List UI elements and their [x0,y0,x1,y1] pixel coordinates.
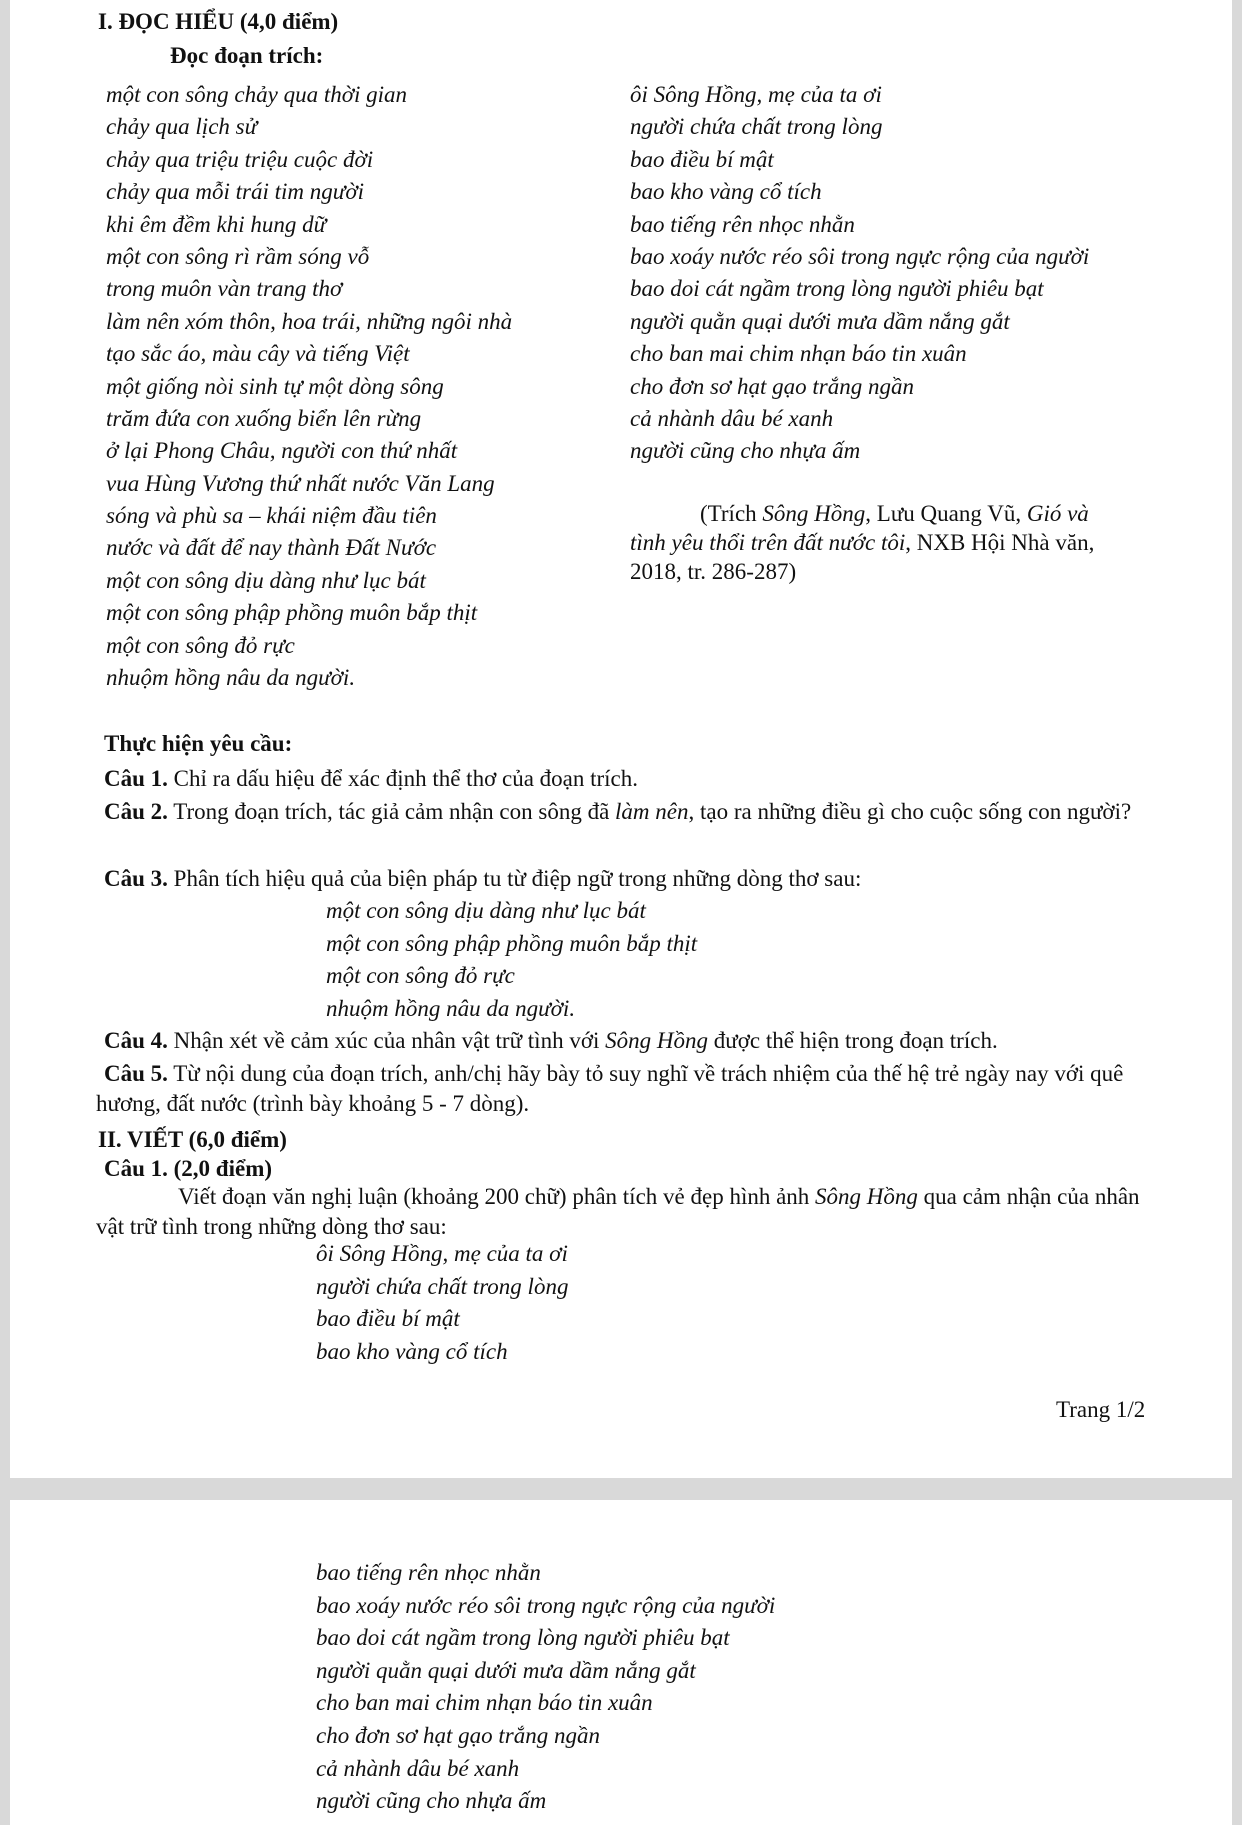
poem-line: chảy qua triệu triệu cuộc đời [106,146,374,172]
poem-line: người chứa chất trong lòng [630,114,883,140]
question-text: Phân tích hiệu quả của biện pháp tu từ điệp ngữ trong những dòng thơ sau: [167,866,862,891]
poem-line: cả nhành dâu bé xanh [630,405,834,431]
prompt-emphasis: Sông Hồng [815,1184,918,1209]
citation-line-2 [630,527,1094,559]
tasks-heading: Thực hiện yêu cầu: [104,731,293,756]
question-5 [96,1059,1156,1119]
writing-question-1-heading: Câu 1. (2,0 điểm) [104,1156,273,1181]
citation-poem-title: Sông Hồng [762,501,866,526]
poem-line: tạo sắc áo, màu cây và tiếng Việt [106,341,410,367]
writing-stanza [316,1238,568,1368]
citation-prefix: (Trích [700,501,763,526]
poem-line: bao doi cát ngầm trong lòng người phiêu bạt [316,1625,730,1651]
prompt-text: Viết đoạn văn nghị luận (khoảng 200 chữ) phân tích vẻ đẹp hình ảnh [178,1184,816,1209]
question-text: Trong đoạn trích, tác giả cảm nhận con sông đã [167,799,616,824]
poem-line: bao tiếng rên nhọc nhằn [316,1560,541,1585]
question-label: Câu 4. [104,1028,168,1053]
poem-line: trong muôn vàn trang thơ [106,276,343,302]
poem-line: làm nên xóm thôn, hoa trái, những ngôi nhà [106,308,513,334]
poem-line: sóng và phù sa – khái niệm đầu tiên [106,503,437,529]
poem-line: bao tiếng rên nhọc nhằn [630,211,855,237]
poem-line: một con sông dịu dàng như lục bát [326,898,646,923]
poem-line: bao kho vàng cổ tích [316,1338,508,1364]
exam-page-1 [10,0,1232,1478]
poem-line: bao doi cát ngầm trong lòng người phiêu bạt [630,276,1044,302]
question-text: Nhận xét về cảm xúc của nhân vật trữ tình với [167,1028,606,1053]
poem-line: một con sông rì rầm sóng vỗ [106,243,370,269]
poem-line: cho đơn sơ hạt gạo trắng ngần [316,1722,600,1748]
poem-line: người quằn quại dưới mưa dầm nắng gắt [630,308,1010,334]
prompt-text: qua cảm nhận của nhân vật trữ tình trong những dòng thơ sau: [96,1184,1140,1239]
question-label: Câu 5. [104,1061,168,1086]
section-1-heading: I. ĐỌC HIỂU (4,0 điểm) [98,9,339,34]
question-3-stanza [326,895,697,1025]
poem-line: bao điều bí mật [630,146,774,172]
poem-line: ở lại Phong Châu, người con thứ nhất [106,438,458,464]
question-text: Chỉ ra dấu hiệu để xác định thể thơ của đoạn trích. [167,766,639,791]
poem-line: một con sông phập phồng muôn bắp thịt [326,930,698,956]
poem-line: chảy qua lịch sử [106,114,258,140]
page-number: Trang 1/2 [1056,1397,1146,1422]
question-1 [104,763,638,795]
poem-line: bao kho vàng cổ tích [630,179,822,205]
poem-right-column [630,79,1089,468]
poem-line: ôi Sông Hồng, mẹ của ta ơi [630,82,882,107]
question-4 [104,1025,998,1057]
poem-line: bao xoáy nước réo sôi trong ngực rộng của người [316,1592,776,1618]
poem-line: vua Hùng Vương thứ nhất nước Văn Lang [106,470,495,496]
poem-line: người cũng cho nhựa ấm [316,1788,547,1814]
question-text: được thể hiện trong đoạn trích. [708,1028,998,1053]
question-2 [96,797,1156,827]
poem-line: khi êm đềm khi hung dữ [106,211,327,237]
poem-line: ôi Sông Hồng, mẹ của ta ơi [316,1241,568,1266]
question-emphasis: làm nên [615,799,689,824]
citation-author: , Lưu Quang Vũ, [865,501,1027,526]
reading-intro: Đọc đoạn trích: [170,43,324,68]
section-2-heading: II. VIẾT (6,0 điểm) [98,1127,287,1152]
poem-left-column [106,79,512,694]
question-label: Câu 3. [104,866,168,891]
poem-line: một con sông đỏ rực [326,963,515,989]
poem-line: trăm đứa con xuống biển lên rừng [106,405,422,431]
citation-book-title-cont: tình yêu thổi trên đất nước tôi [630,530,906,555]
question-text: Từ nội dung của đoạn trích, anh/chị hãy bày tỏ suy nghĩ về trách nhiệm của thế hệ trẻ ngày nay với quê hương, đất nước (trình bày khoảng 5 - 7 dòng). [96,1061,1124,1116]
citation-line-3: 2018, tr. 286-287) [630,559,797,584]
poem-line: nước và đất để nay thành Đất Nước [106,535,437,561]
poem-line: một con sông chảy qua thời gian [106,82,408,107]
page-2-stanza [316,1557,775,1818]
poem-line: chảy qua mỗi trái tim người [106,179,364,205]
poem-line: nhuộm hồng nâu da người. [326,995,576,1021]
citation-line-1 [700,498,1089,530]
poem-line: người cũng cho nhựa ấm [630,438,861,464]
question-emphasis: Sông Hồng [605,1028,708,1053]
poem-line: một con sông phập phồng muôn bắp thịt [106,600,478,626]
poem-line: một con sông đỏ rực [106,632,295,658]
question-label: Câu 2. [104,799,168,824]
poem-line: người chứa chất trong lòng [316,1273,569,1299]
poem-line: cho ban mai chim nhạn báo tin xuân [630,341,967,367]
writing-question-1-prompt [96,1182,1156,1242]
exam-page-2 [10,1500,1232,1825]
poem-line: cho ban mai chim nhạn báo tin xuân [316,1690,653,1716]
question-label: Câu 1. [104,766,168,791]
poem-line: một con sông dịu dàng như lục bát [106,567,426,593]
poem-line: một giống nòi sinh tự một dòng sông [106,373,444,399]
poem-line: cả nhành dâu bé xanh [316,1755,520,1781]
poem-line: bao điều bí mật [316,1306,460,1332]
poem-line: người quằn quại dưới mưa dầm nắng gắt [316,1657,696,1683]
citation-publisher: , NXB Hội Nhà văn, [905,530,1095,555]
poem-line: nhuộm hồng nâu da người. [106,665,356,691]
poem-line: cho đơn sơ hạt gạo trắng ngần [630,373,914,399]
question-3 [104,863,861,895]
question-text: , tạo ra những điều gì cho cuộc sống con người? [688,799,1132,824]
poem-line: bao xoáy nước réo sôi trong ngực rộng của người [630,243,1090,269]
citation-book-title: Gió và [1026,501,1089,526]
